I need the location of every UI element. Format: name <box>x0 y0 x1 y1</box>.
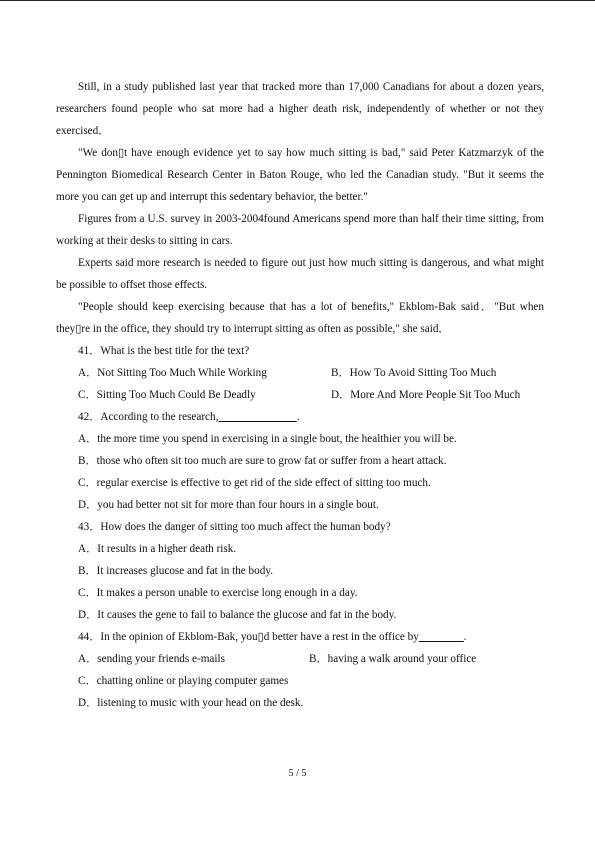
options-row <box>56 384 544 406</box>
stem-text: 44．In the opinion of Ekblom-Bak, you▯d better have a rest in the office by <box>78 631 419 643</box>
question-stem <box>56 406 544 428</box>
option-b: B．having a walk around your office <box>309 653 477 665</box>
paragraph: Figures from a U.S. survey in 2003-2004found Americans spend more than half their time sitting, from working at their desks to sitting in cars. <box>56 213 544 247</box>
question-43 <box>56 516 544 626</box>
question-stem: 43．How does the danger of sitting too much affect the human body? <box>78 521 391 533</box>
options-row <box>56 362 544 384</box>
option-d: D．listening to music with your head on the desk. <box>78 697 304 709</box>
top-rule <box>0 0 595 1</box>
stem-text: 42．According to the research, <box>78 411 219 423</box>
stem-end: . <box>296 411 300 423</box>
paragraph: Experts said more research is needed to figure out just how much sitting is dangerous, and what might be possible to offset those effects. <box>56 257 544 291</box>
paragraph: "We don▯t have enough evidence yet to say how much sitting is bad," said Peter Katzmarzyk of the Pennington Biomedical Research Center in Baton Rouge, who led the Canadian study. "But it seems the more you can get up and interrupt this sedentary behavior, the better." <box>56 147 544 203</box>
option-a: A．Not Sitting Too Much While Working <box>78 367 267 379</box>
question-41 <box>56 340 544 406</box>
paragraph: Still, in a study published last year that tracked more than 17,000 Canadians for about a dozen years, researchers found people who sat more had a higher death risk, independently of whether or not they exercised． <box>56 81 544 137</box>
option-b: B．It increases glucose and fat in the body. <box>78 565 273 577</box>
option-b: B．How To Avoid Sitting Too Much <box>331 367 497 379</box>
option-c: C．chatting online or playing computer games <box>78 675 289 687</box>
option-a: A．the more time you spend in exercising in a single bout, the healthier you will be. <box>78 433 457 445</box>
options-row <box>56 648 544 670</box>
question-stem: 41．What is the best title for the text? <box>78 345 250 357</box>
answer-blank: ________ <box>418 631 464 643</box>
question-44 <box>56 626 544 714</box>
answer-blank: ______________ <box>218 411 297 423</box>
page-content <box>56 76 544 714</box>
option-d: D．you had better not sit for more than four hours in a single bout. <box>78 499 379 511</box>
stem-end: . <box>463 631 467 643</box>
page-number: 5 / 5 <box>288 768 307 779</box>
option-a: A．sending your friends e-mails <box>78 653 225 665</box>
option-c: C．Sitting Too Much Could Be Deadly <box>78 389 256 401</box>
paragraph: "People should keep exercising because that has a lot of benefits," Ekblom-Bak said．"But when they▯re in the office, they should try to interrupt sitting as often as possible," she said． <box>56 301 544 335</box>
option-b: B．those who often sit too much are sure to grow fat or suffer from a heart attack. <box>78 455 447 467</box>
option-a: A．It results in a higher death risk. <box>78 543 237 555</box>
question-stem <box>56 626 544 648</box>
option-c: C．It makes a person unable to exercise long enough in a day. <box>78 587 358 599</box>
question-42 <box>56 406 544 516</box>
option-c: C．regular exercise is effective to get rid of the side effect of sitting too much. <box>78 477 431 489</box>
option-d: D．More And More People Sit Too Much <box>331 389 521 401</box>
option-d: D．It causes the gene to fail to balance the glucose and fat in the body. <box>78 609 397 621</box>
